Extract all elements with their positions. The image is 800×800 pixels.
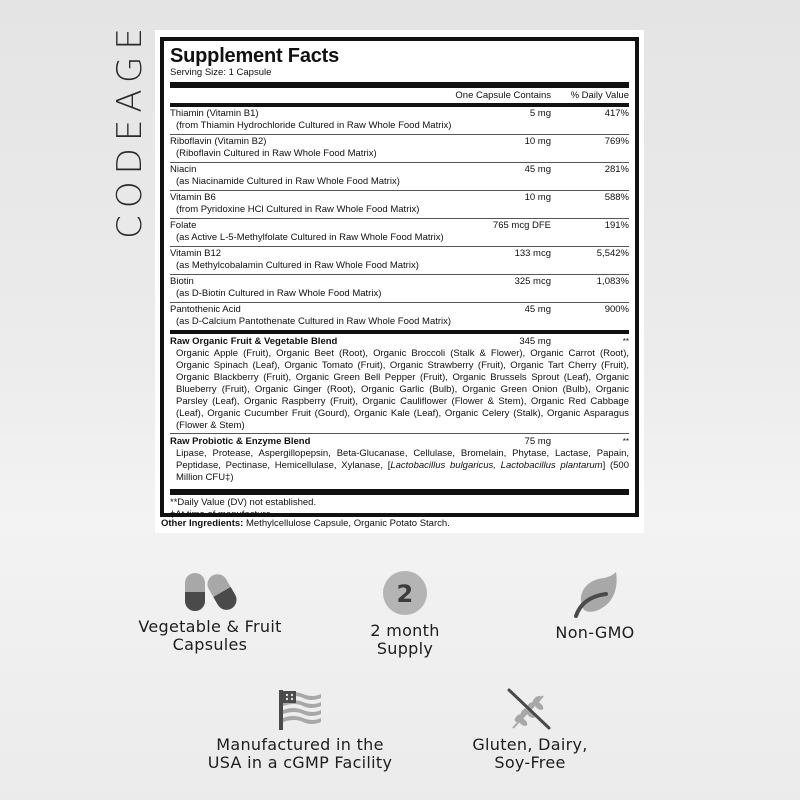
badge-line1: Non-GMO bbox=[555, 623, 635, 642]
badge-line2: Supply bbox=[376, 639, 434, 658]
badge-two-month bbox=[330, 570, 480, 658]
column-header bbox=[170, 88, 629, 103]
badge-line1: 2 month bbox=[370, 621, 440, 640]
badge-line1: Vegetable & Fruit bbox=[138, 617, 282, 636]
nutrient-amount: 325 mcg bbox=[514, 276, 551, 287]
nutrient-row bbox=[170, 190, 629, 218]
nutrient-name: Biotin bbox=[170, 276, 194, 287]
nutrient-row bbox=[170, 246, 629, 274]
nutrient-amount: 133 mcg bbox=[514, 248, 551, 259]
label-title: Supplement Facts bbox=[170, 45, 340, 67]
nutrient-amount: 5 mg bbox=[529, 108, 551, 119]
nutrient-source: (Riboflavin Cultured in Raw Whole Food Matrix) bbox=[176, 148, 377, 159]
footnote-dv: **Daily Value (DV) not established. bbox=[170, 497, 317, 508]
badge-usa bbox=[190, 688, 410, 772]
nutrient-row bbox=[170, 218, 629, 246]
nutrient-row bbox=[170, 134, 629, 162]
badge-non-gmo bbox=[520, 570, 670, 642]
serving-size: Serving Size: 1 Capsule bbox=[170, 67, 272, 78]
badge-capsules bbox=[120, 570, 300, 654]
supplement-facts-label bbox=[160, 37, 639, 520]
brand-logo bbox=[110, 21, 150, 239]
blend-name: Raw Organic Fruit & Vegetable Blend bbox=[170, 336, 338, 347]
nutrient-dv: 5,542% bbox=[596, 248, 629, 259]
nutrient-row bbox=[170, 162, 629, 190]
usa-flag-icon bbox=[277, 688, 323, 730]
two-month-icon bbox=[382, 570, 428, 616]
other-ingredients bbox=[161, 518, 450, 530]
badge-line2: USA in a cGMP Facility bbox=[207, 753, 393, 772]
nutrient-source: (as Methylcobalamin Cultured in Raw Whole Food Matrix) bbox=[176, 260, 419, 271]
column-amount: One Capsule Contains bbox=[455, 90, 551, 101]
blend-name: Raw Probiotic & Enzyme Blend bbox=[170, 436, 311, 447]
ingredients-text: Lipase, Protease, Aspergillopepsin, Beta-Glucanase, Cellulase, Bromelain, Phytase, Lactase, Papain, Peptidase, Pectinase, Hemicellulase, Xylanase, [ bbox=[176, 448, 629, 471]
blend-dv: ** bbox=[622, 437, 629, 446]
badge-line2: Capsules bbox=[172, 635, 248, 654]
nutrient-row bbox=[170, 274, 629, 302]
nutrient-row bbox=[170, 302, 629, 330]
nutrient-dv: 1,083% bbox=[596, 276, 629, 287]
nutrient-amount: 45 mg bbox=[524, 164, 551, 175]
blend-amount: 345 mg bbox=[519, 336, 551, 347]
nutrient-source: (as D-Biotin Cultured in Raw Whole Food Matrix) bbox=[176, 288, 382, 299]
blend-dv: ** bbox=[622, 337, 629, 346]
footnote-manufacture: ‡At time of manufacture. bbox=[170, 508, 274, 520]
nutrient-amount: 45 mg bbox=[524, 304, 551, 315]
nutrient-dv: 191% bbox=[604, 220, 629, 231]
nutrient-dv: 417% bbox=[604, 108, 629, 119]
nutrient-dv: 900% bbox=[604, 304, 629, 315]
blend-probiotic-ingredients bbox=[170, 448, 629, 485]
badge-allergen-free bbox=[455, 688, 605, 772]
leaf-icon bbox=[570, 570, 620, 618]
blend-fruit-veg-header bbox=[170, 334, 629, 348]
no-wheat-icon bbox=[505, 688, 555, 730]
nutrient-dv: 281% bbox=[604, 164, 629, 175]
nutrient-source: (from Pyridoxine HCl Cultured in Raw Whole Food Matrix) bbox=[176, 204, 420, 215]
nutrient-name: Pantothenic Acid bbox=[170, 304, 241, 315]
nutrient-source: (as D-Calcium Pantothenate Cultured in Raw Whole Food Matrix) bbox=[176, 316, 452, 327]
blend-probiotic-header bbox=[170, 434, 629, 448]
other-ingredients-label: Other Ingredients: bbox=[161, 518, 244, 529]
ingredients-text: ] (500 Million CFU‡) bbox=[176, 460, 629, 483]
nutrient-source: (from Thiamin Hydrochloride Cultured in Raw Whole Food Matrix) bbox=[176, 120, 452, 131]
nutrient-name: Riboflavin (Vitamin B2) bbox=[170, 136, 267, 147]
footnotes bbox=[170, 495, 629, 520]
blend-amount: 75 mg bbox=[524, 436, 551, 447]
nutrient-amount: 10 mg bbox=[524, 136, 551, 147]
nutrient-amount: 10 mg bbox=[524, 192, 551, 203]
nutrient-source: (as Active L-5-Methylfolate Cultured in Raw Whole Food Matrix) bbox=[176, 232, 444, 243]
nutrient-dv: 588% bbox=[604, 192, 629, 203]
nutrient-name: Vitamin B6 bbox=[170, 192, 216, 203]
capsules-icon bbox=[182, 570, 238, 612]
badge-line1: Manufactured in the bbox=[216, 735, 384, 754]
ingredients-italic: Lactobacillus bulgaricus, Lactobacillus plantarum bbox=[390, 460, 603, 471]
column-dv: % Daily Value bbox=[570, 90, 629, 101]
svg-text:2: 2 bbox=[396, 580, 414, 608]
nutrient-name: Folate bbox=[170, 220, 197, 231]
nutrient-dv: 769% bbox=[604, 136, 629, 147]
badge-line1: Gluten, Dairy, bbox=[472, 735, 588, 754]
nutrient-name: Vitamin B12 bbox=[170, 248, 222, 259]
blend-fruit-veg-ingredients: Organic Apple (Fruit), Organic Beet (Root), Organic Broccoli (Stalk & Flower), Organic Carrot (Root), Organic Spinach (Leaf), Organic Tomato (Fruit), Organic Strawberry (Fruit), Organic Tart Cherry (Fruit), Organic Blackberry (Fruit), Organic Green Bell Pepper (Fruit), Organic Brussels Sprout (Leaf), Organic Blueberry (Fruit), Organic Ginger (Root), Organic Garlic (Bulb), Organic Green Onion (Bulb), Organic Parsley (Leaf), Organic Raspberry (Fruit), Organic Cauliflower (Flower & Stem), Organic Red Cabbage (Leaf), Organic Cucumber Fruit (Gourd), Organic Kale (Leaf), Organic Celery (Stalk), Organic Asparagus (Flower & Stem) bbox=[176, 348, 629, 431]
nutrient-amount: 765 mcg DFE bbox=[492, 220, 551, 231]
brand-name: CODEAGE bbox=[110, 21, 150, 239]
other-ingredients-value: Methylcellulose Capsule, Organic Potato Starch. bbox=[243, 518, 450, 529]
nutrient-row bbox=[170, 107, 629, 134]
nutrient-name: Thiamin (Vitamin B1) bbox=[170, 108, 259, 119]
badge-line2: Soy-Free bbox=[494, 753, 566, 772]
nutrient-name: Niacin bbox=[170, 164, 197, 175]
nutrient-source: (as Niacinamide Cultured in Raw Whole Food Matrix) bbox=[176, 176, 400, 187]
